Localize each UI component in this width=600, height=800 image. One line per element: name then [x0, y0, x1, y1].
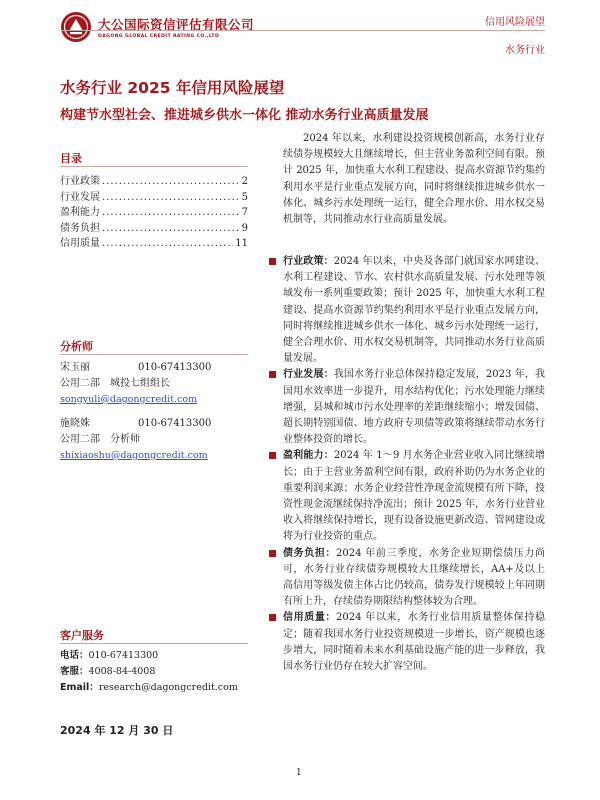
toc-item-profitability[interactable]: [60, 205, 248, 221]
key-points-list: [269, 254, 545, 675]
service-phone-label: 电话：: [60, 650, 89, 661]
analyst-email-link[interactable]: songyuli@dagongcredit.com: [60, 394, 198, 405]
analyst-email-link[interactable]: shixiaoshu@dagongcredit.com: [60, 450, 208, 461]
key-point-credit-quality: [269, 610, 545, 675]
report-date: 2024 年 12 月 30 日: [60, 724, 174, 737]
toc-item-page: 7: [241, 207, 248, 219]
key-point-label: 债务负担：: [283, 547, 337, 559]
service-email-value[interactable]: research@dagongcredit.com: [98, 682, 238, 693]
analyst-card: [60, 360, 260, 408]
key-point-debt: [269, 546, 545, 611]
table-of-contents: [60, 174, 248, 252]
service-hotline-value: 4008-84-4008: [88, 666, 156, 677]
toc-leader-dots: [102, 205, 240, 221]
toc-leader-dots: [102, 236, 233, 252]
toc-item-development[interactable]: [60, 190, 248, 206]
analyst-divider: [60, 354, 248, 355]
report-subtitle: 构建节水型社会、推进城乡供水一体化 推动水务行业高质量发展: [60, 108, 429, 123]
toc-item-page: 5: [241, 191, 248, 203]
company-logo: [60, 10, 260, 44]
toc-item-label: 行业发展: [60, 191, 100, 203]
logo-english-name: DAGONG GLOBAL CREDIT RATING CO.,LTD: [98, 34, 220, 39]
service-phone: [60, 648, 260, 664]
key-point-label: 行业发展：: [283, 369, 334, 381]
key-point-label: 信用质量：: [283, 612, 337, 624]
analyst-title: 公用二部 分析师: [60, 434, 140, 445]
service-email: [60, 680, 260, 696]
service-hotline: [60, 664, 260, 680]
report-title: 水务行业 2025 年信用风险展望: [60, 79, 285, 97]
toc-item-label: 信用质量: [60, 238, 100, 250]
toc-heading: 目录: [60, 152, 82, 165]
toc-leader-dots: [102, 190, 240, 206]
key-point-text: 2024 年以来，水务行业信用质量整体保持稳定；随着我国水务行业投资规模进一步增长，资产规模也逐步增大，同时随着未来水利基础设施产能的进一步释放，我国水务行业仍存在较大扩容空间。: [283, 612, 545, 673]
toc-item-policy[interactable]: [60, 174, 248, 190]
analyst-phone: 010-67413300: [138, 418, 212, 429]
toc-item-credit-quality[interactable]: [60, 236, 248, 252]
toc-item-label: 债务负担: [60, 222, 100, 234]
header-divider: [60, 30, 545, 31]
toc-item-page: 9: [241, 222, 248, 234]
toc-leader-dots: [102, 174, 240, 190]
analyst-title: 公用二部 城投七组组长: [60, 378, 170, 389]
toc-item-page: 11: [235, 238, 248, 250]
dagong-logo-icon: [60, 11, 92, 43]
page-number: 1: [296, 768, 302, 778]
key-point-label: 行业政策：: [283, 256, 334, 267]
customer-service-divider: [60, 643, 248, 644]
key-point-label: 盈利能力：: [283, 450, 334, 462]
key-point-policy: [269, 254, 545, 367]
toc-item-debt[interactable]: [60, 221, 248, 237]
key-point-text: 2024 年 1～9 月水务企业营业收入同比继续增长；由于主营业务盈利空间有限，政府补助仍为水务企业的重要利润来源；水务企业经营性净现金流规模有所下降，投资性现金流继续保持净流出；预计 2025 年，水务行业营业收入将继续保持增长，现有设备设施更新改造、管网建设或将为行业投资的重点。: [283, 450, 546, 543]
logo-chinese-name: 大公国际资信评估有限公司: [98, 17, 255, 32]
industry-label: 水务行业: [505, 45, 545, 56]
toc-item-page: 2: [241, 176, 248, 187]
toc-leader-dots: [102, 221, 240, 237]
key-point-text: 2024 年以来，中央及各部门就国家水网建设、水利工程建设、节水、农村供水高质量发展、污水处理等领域发布一系列重要政策；预计 2025 年，加快重大水利工程建设、提高水资源节约集约利用水平是行业重点发展方向，同时将继续推进城乡供水一体化、城乡污水处理统一运行，健全合理水价、用水权交易机制等，共同推动水务行业高质量发展。: [283, 256, 545, 365]
key-point-development: [269, 367, 545, 448]
service-phone-value: 010-67413300: [88, 650, 159, 661]
toc-item-label: 行业政策: [60, 176, 100, 187]
customer-service-info: [60, 648, 260, 696]
analyst-phone: 010-67413300: [138, 362, 212, 373]
toc-divider: [60, 166, 248, 167]
customer-service-heading: 客户服务: [60, 629, 104, 642]
summary-paragraph: 2024 年以来，水利建设投资规模创新高，水务行业存续债券规模较大且继续增长，但主营业务盈利空间有限。预计 2025 年，加快重大水利工程建设、提高水资源节约集约利用水平是行业重点发展方向，同时将继续推进城乡供水一体化、城乡污水处理统一运行，健全合理水价、用水权交易机制等，共同推动水行业高质量发展。: [283, 133, 545, 226]
service-hotline-label: 客服：: [60, 666, 89, 677]
service-email-label: Email：: [60, 682, 99, 693]
analyst-card: [60, 416, 260, 464]
toc-item-label: 盈利能力: [60, 207, 100, 219]
analyst-name: 施晓姝: [60, 418, 90, 429]
key-point-text: 我国水务行业总体保持稳定发展，2023 年，我国用水效率进一步提升，用水结构优化；污水处理能力继续增强，县城和城市污水处理率的差距继续缩小；增发国债、超长期特别国债、地方政府专项债等政策将继续带动水务行业整体投资的增长。: [283, 369, 545, 446]
key-point-text: 2024 年前三季度，水务企业短期偿债压力尚可，水务行业存续债券规模较大且继续增长，AA+及以上高信用等级发债主体占比仍较高，债券发行规模较上年同期有所上升，存续债券期限结构整体较为合理。: [283, 547, 545, 608]
analyst-name: 宋玉丽: [60, 362, 90, 373]
report-type-label: 信用风险展望: [485, 17, 545, 28]
key-point-profitability: [269, 448, 545, 545]
analyst-heading: 分析师: [60, 340, 93, 353]
